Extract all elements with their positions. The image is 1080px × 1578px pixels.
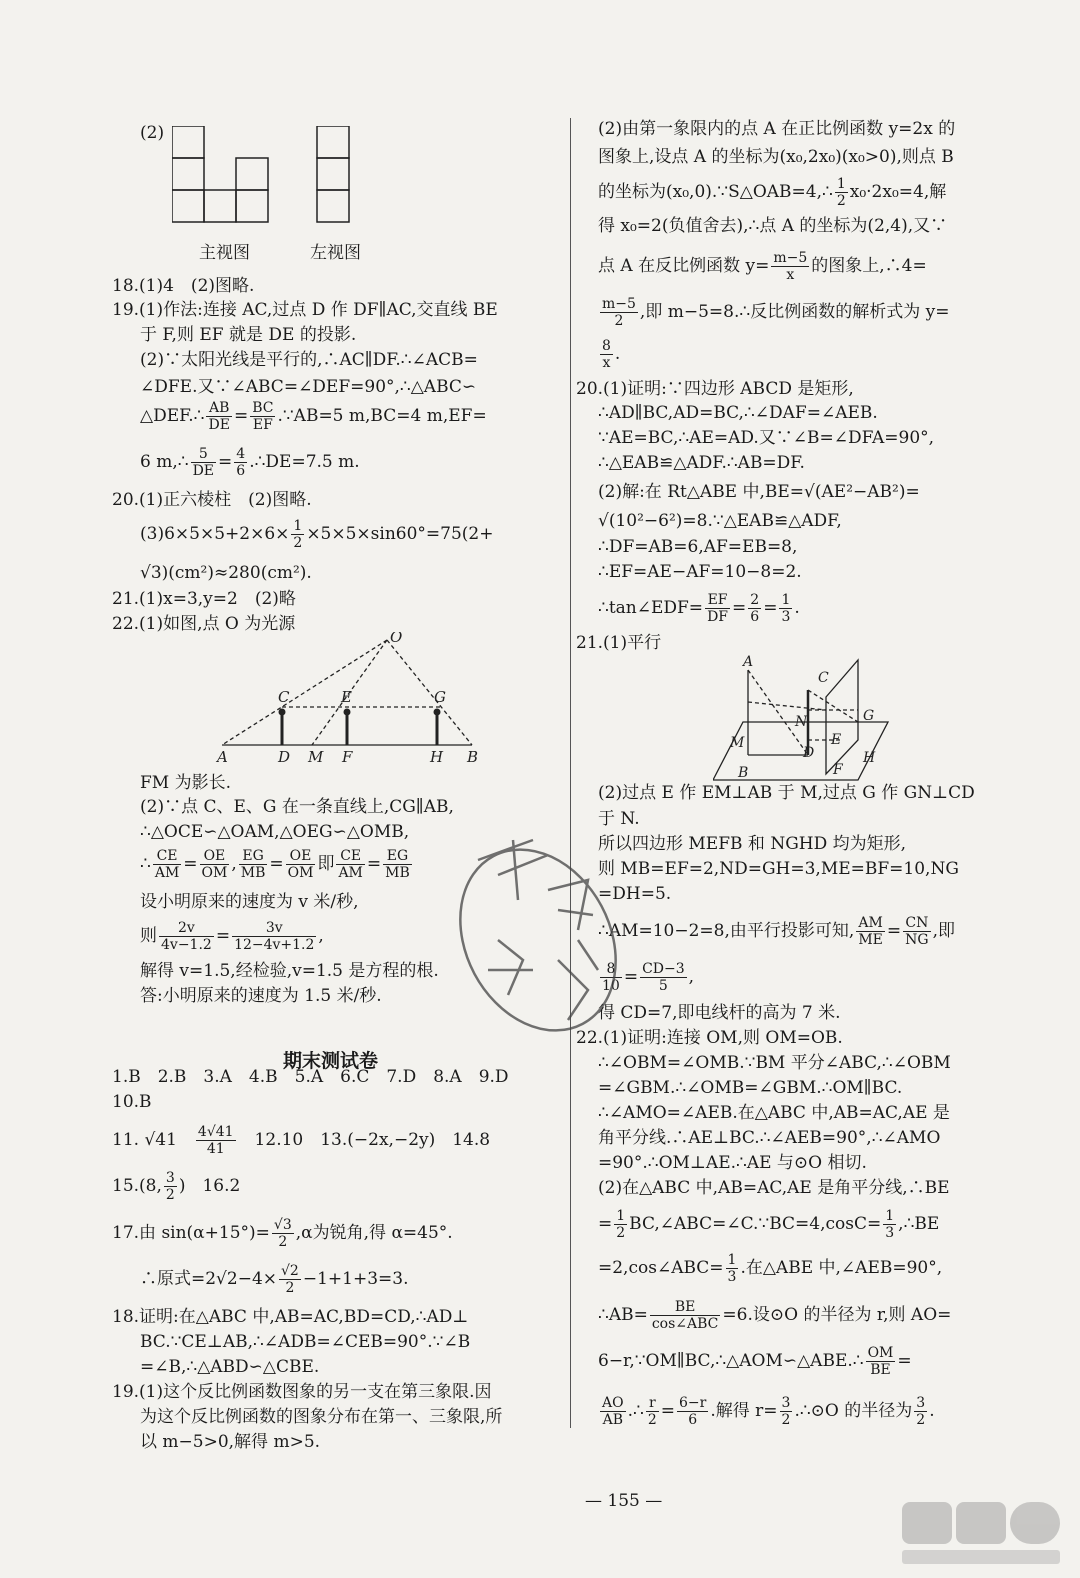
fig21-label-D: D xyxy=(803,745,815,761)
fraction: $\frac{BE}{\text{cos∠ABC}}$ xyxy=(651,1299,719,1332)
fraction: $\frac{2v}{4v-1.2}$ xyxy=(161,920,212,953)
fraction: $\frac{CD-3}{5}$ xyxy=(642,961,685,994)
front-view-caption: 主视图 xyxy=(199,243,250,263)
r-line4: 得 x₀=2(负值舍去),∴点 A 的坐标为(2,4),又∵ xyxy=(598,216,948,236)
side-view-caption: 左视图 xyxy=(310,243,361,263)
fraction: $\frac{√3}{2}$ xyxy=(273,1217,292,1250)
r-line3: 的坐标为(x₀,0).∵S△OAB=4,∴ $\frac{1}{2}$ x₀·2x₀=4,解 xyxy=(598,176,947,209)
fraction: $\frac{m-5}{2}$ xyxy=(602,296,636,329)
r-answer-21-line3: 于 N. xyxy=(598,809,640,829)
fraction: $\frac{3v}{12-4v+1.2}$ xyxy=(234,920,315,953)
fig22-label-O: O xyxy=(390,632,403,646)
fig22-label-E: E xyxy=(341,688,352,706)
fraction: $\frac{3}{2}$ xyxy=(781,1395,791,1428)
fig21-label-C: C xyxy=(818,670,829,686)
answer-22-line8: 解得 v=1.5,经检验,v=1.5 是方程的根. xyxy=(140,961,439,981)
fraction: $\frac{3}{2}$ xyxy=(916,1395,926,1428)
final-19-line3: 以 m−5>0,解得 m>5. xyxy=(140,1432,321,1452)
answer-19-line5: △DEF.∴ $\frac{AB}{DE}$ = $\frac{BC}{EF}$ .∵AB=5 m,BC=4 m,EF= xyxy=(140,400,487,433)
fig21-label-A: A xyxy=(743,654,754,670)
fig22-label-M: M xyxy=(308,748,324,766)
fraction: $\frac{CE}{AM}$ xyxy=(338,848,363,881)
fraction: $\frac{√2}{2}$ xyxy=(281,1263,299,1296)
r-answer-20-line8: ∴EF=AE−AF=10−8=2. xyxy=(598,562,802,582)
r-answer-22-line10: ∴AB= $\frac{BE}{\text{cos∠ABC}}$ =6.设⊙O 的半径为 r,则 AO= xyxy=(598,1299,952,1332)
fig21-label-H: H xyxy=(863,750,876,766)
fraction: $\frac{1}{2}$ xyxy=(616,1208,626,1241)
r-answer-21-line2: (2)过点 E 作 EM⊥AB 于 M,过点 G 作 GN⊥CD xyxy=(598,783,975,803)
fraction: $\frac{CN}{NG}$ xyxy=(905,915,929,948)
answer-22-line2: FM 为影长. xyxy=(140,773,232,793)
fraction: $\frac{EF}{DF}$ xyxy=(707,592,729,625)
answer-22-line6: 设小明原来的速度为 v 米/秒, xyxy=(140,892,359,912)
fig22-label-D: D xyxy=(278,748,291,766)
r-line2: 图象上,设点 A 的坐标为(x₀,2x₀)(x₀>0),则点 B xyxy=(598,147,954,167)
mc-answers-line1: 1.B 2.B 3.A 4.B 5.A 6.C 7.D 8.A 9.D xyxy=(112,1067,509,1087)
final-18-line3: =∠B,∴△ABD∽△CBE. xyxy=(140,1357,320,1377)
fraction: $\frac{OE}{OM}$ xyxy=(287,848,314,881)
fraction: $\frac{4√41}{41}$ xyxy=(197,1124,234,1157)
r-answer-22-line8: = $\frac{1}{2}$ BC,∠ABC=∠C.∵BC=4,cosC= $\frac{1}{3}$ ,∴BE xyxy=(598,1208,940,1241)
r-answer-20-line2: ∴AD∥BC,AD=BC,∴∠DAF=∠AEB. xyxy=(598,403,878,423)
fig22-label-C: C xyxy=(278,688,290,706)
handwritten-stamp xyxy=(438,820,628,1050)
answer-19-line4: ∠DFE.又∵∠ABC=∠DEF=90°,∴△ABC∽ xyxy=(140,377,477,397)
answer-22-line3: (2)∵点 C、E、G 在一条直线上,CG∥AB, xyxy=(140,797,454,817)
light-source-figure xyxy=(212,632,482,767)
answer-19-line6: 6 m,∴ $\frac{5}{DE}$ = $\frac{4}{6}$ .∴DE=7.5 m. xyxy=(140,446,360,479)
fig21-label-E: E xyxy=(831,732,842,748)
r-answer-22-line1: 22.(1)证明:连接 OM,则 OM=OB. xyxy=(576,1028,843,1048)
fig21-label-G: G xyxy=(863,708,875,724)
r-answer-20-line3: ∵AE=BC,∴AE=AD.又∵∠B=∠DFA=90°, xyxy=(598,428,935,448)
fig22-label-G: G xyxy=(434,688,446,706)
fraction: $\frac{6-r}{6}$ xyxy=(679,1395,707,1428)
r-line1: (2)由第一象限内的点 A 在正比例函数 y=2x 的 xyxy=(598,119,956,139)
final-exam-heading: 期末测试卷 xyxy=(283,1050,379,1072)
fig21-label-B: B xyxy=(738,765,749,781)
answer-22-line5: ∴ $\frac{CE}{AM}$ = $\frac{OE}{OM}$ , $\frac{EG}{MB}$ = $\frac{OE}{OM}$ 即 $\frac{CE}{AM}$ = $\frac{EG}{MB}$ xyxy=(140,848,410,881)
fraction: $\frac{r}{2}$ xyxy=(647,1395,657,1428)
fraction: $\frac{4}{6}$ xyxy=(236,446,246,479)
r-answer-22-line3: =∠GBM.∴∠OMB=∠GBM.∴OM∥BC. xyxy=(598,1078,903,1098)
fraction: $\frac{1}{3}$ xyxy=(727,1252,737,1285)
r-answer-21-line6: =DH=5. xyxy=(598,884,672,904)
r-answer-22-line5: 角平分线.∴AE⊥BC.∴∠AEB=90°,∴∠AMO xyxy=(598,1128,941,1148)
fraction: $\frac{BC}{EF}$ xyxy=(252,400,274,433)
r-answer-21-line1: 21.(1)平行 xyxy=(576,633,662,653)
answer-22-line4: ∴△OCE∽△OAM,△OEG∽△OMB, xyxy=(140,822,410,842)
answer-19-line1: 19.(1)作法:连接 AC,过点 D 作 DF∥AC,交直线 BE xyxy=(112,300,498,320)
final-18-line1: 18.证明:在△ABC 中,AB=AC,BD=CD,∴AD⊥ xyxy=(112,1307,469,1327)
fig21-label-N: N xyxy=(795,714,808,730)
fraction: $\frac{5}{DE}$ xyxy=(192,446,215,479)
r-answer-20-line6: √(10²−6²)=8.∵△EAB≌△ADF, xyxy=(598,511,842,531)
fraction: $\frac{1}{3}$ xyxy=(781,592,791,625)
q17-part2-label: (2) xyxy=(140,123,165,143)
r-answer-20-line1: 20.(1)证明:∵四边形 ABCD 是矩形, xyxy=(576,379,854,399)
fig22-label-A: A xyxy=(217,748,228,766)
answer-20-line3: √3)(cm²)≈280(cm²). xyxy=(140,563,312,583)
fraction: $\frac{1}{2}$ xyxy=(836,176,846,209)
answer-21: 21.(1)x=3,y=2 (2)略 xyxy=(112,589,296,609)
r-answer-22-line12: $\frac{AO}{AB}$ .∴ $\frac{r}{2}$ = $\frac{6-r}{6}$ .解得 r= $\frac{3}{2}$ .∴⊙O 的半径为 $\frac{3}{2}$ . xyxy=(602,1395,935,1428)
answer-19-line2: 于 F,则 EF 就是 DE 的投影. xyxy=(140,325,357,345)
fraction: $\frac{AO}{AB}$ xyxy=(602,1395,624,1428)
answer-17-line2: ∴原式=2√2−4× $\frac{√2}{2}$ −1+1+3=3. xyxy=(140,1263,409,1296)
fraction: $\frac{EG}{MB}$ xyxy=(385,848,410,881)
r-line6: $\frac{m-5}{2}$ ,即 m−5=8.∴反比例函数的解析式为 y= xyxy=(602,296,950,329)
page-number: — 155 — xyxy=(585,1491,662,1511)
fraction: $\frac{2}{6}$ xyxy=(750,592,760,625)
fraction: $\frac{EG}{MB}$ xyxy=(240,848,266,881)
r-answer-21-line4: 所以四边形 MEFB 和 NGHD 均为矩形, xyxy=(598,834,907,854)
fraction: $\frac{8}{x}$ xyxy=(602,338,611,371)
r-answer-21-line7: ∴AM=10−2=8,由平行投影可知, $\frac{AM}{ME}$ = $\frac{CN}{NG}$ ,即 xyxy=(598,915,955,948)
watermark-logo xyxy=(898,1498,1063,1568)
fraction: $\frac{8}{10}$ xyxy=(602,961,620,994)
column-divider xyxy=(570,118,571,1428)
answer-22-line9: 答:小明原来的速度为 1.5 米/秒. xyxy=(140,986,382,1006)
answer-18: 18.(1)4 (2)图略. xyxy=(112,276,255,296)
r-answer-20-line4: ∴△EAB≌△ADF.∴AB=DF. xyxy=(598,453,805,473)
final-19-line1: 19.(1)这个反比例函数图象的另一支在第三象限.因 xyxy=(112,1382,492,1402)
r-answer-21-line8: $\frac{8}{10}$ = $\frac{CD-3}{5}$ , xyxy=(602,961,695,994)
fraction: $\frac{AM}{ME}$ xyxy=(858,915,883,948)
r-line5: 点 A 在反比例函数 y= $\frac{m-5}{x}$ 的图象上,∴4= xyxy=(598,250,927,283)
answer-15-16: 15.(8, $\frac{3}{2}$ ) 16.2 xyxy=(112,1170,241,1203)
answer-19-line3: (2)∵太阳光线是平行的,∴AC∥DF.∴∠ACB= xyxy=(140,350,478,370)
r-answer-20-line7: ∴DF=AB=6,AF=EB=8, xyxy=(598,537,798,557)
fig22-label-B: B xyxy=(467,748,479,766)
final-18-line2: BC.∵CE⊥AB,∴∠ADB=∠CEB=90°.∵∠B xyxy=(140,1332,471,1352)
answer-20-line1: 20.(1)正六棱柱 (2)图略. xyxy=(112,490,312,510)
fraction: $\frac{CE}{AM}$ xyxy=(154,848,180,881)
fraction: $\frac{OM}{BE}$ xyxy=(867,1345,894,1378)
fig21-label-M: M xyxy=(730,735,745,751)
r-line7: $\frac{8}{x}$ . xyxy=(602,338,621,371)
parallel-projection-figure xyxy=(713,652,913,782)
answer-17-line1: 17.由 sin(α+15°)= $\frac{√3}{2}$ ,α为锐角,得 α=45°. xyxy=(112,1217,453,1250)
fraction: $\frac{1}{2}$ xyxy=(293,518,303,551)
fraction: $\frac{AB}{DE}$ xyxy=(208,400,230,433)
fig22-label-F: F xyxy=(342,748,353,766)
answer-22-line1: 22.(1)如图,点 O 为光源 xyxy=(112,614,296,634)
fraction: $\frac{3}{2}$ xyxy=(165,1170,175,1203)
fraction: $\frac{m-5}{x}$ xyxy=(773,250,808,283)
fraction: $\frac{1}{3}$ xyxy=(885,1208,895,1241)
r-answer-20-line9: ∴tan∠EDF= $\frac{EF}{DF}$ = $\frac{2}{6}$ = $\frac{1}{3}$ . xyxy=(598,592,800,625)
answer-20-line2: (3)6×5×5+2×6× $\frac{1}{2}$ ×5×5×sin60°=75(2+ xyxy=(140,518,494,551)
three-view-figure xyxy=(172,126,392,226)
fig21-label-F: F xyxy=(833,762,843,778)
r-answer-22-line2: ∴∠OBM=∠OMB.∵BM 平分∠ABC,∴∠OBM xyxy=(598,1053,951,1073)
r-answer-22-line9: =2,cos∠ABC= $\frac{1}{3}$ .在△ABE 中,∠AEB=90°, xyxy=(598,1252,943,1285)
r-answer-21-line5: 则 MB=EF=2,ND=GH=3,ME=BF=10,NG xyxy=(598,859,959,879)
r-answer-20-line5: (2)解:在 Rt△ABE 中,BE=√(AE²−AB²)= xyxy=(598,482,920,502)
fig22-label-H: H xyxy=(430,748,444,766)
final-19-line2: 为这个反比例函数的图象分布在第一、三象限,所 xyxy=(140,1407,503,1427)
mc-answers-line2: 10.B xyxy=(112,1092,152,1112)
answer-11-16: 11. √41 $\frac{4√41}{41}$ 12.10 13.(−2x,−2y) 14.8 xyxy=(112,1124,491,1157)
r-answer-22-line7: (2)在△ABC 中,AB=AC,AE 是角平分线,∴BE xyxy=(598,1178,950,1198)
r-answer-22-line4: ∴∠AMO=∠AEB.在△ABC 中,AB=AC,AE 是 xyxy=(598,1103,950,1123)
answer-22-line7: 则 $\frac{2v}{4v-1.2}$ = $\frac{3v}{12-4v+1.2}$ , xyxy=(140,920,324,953)
fraction: $\frac{OE}{OM}$ xyxy=(201,848,228,881)
r-answer-22-line6: =90°.∴OM⊥AE.∴AE 与⊙O 相切. xyxy=(598,1153,867,1173)
r-answer-22-line11: 6−r,∵OM∥BC,∴△AOM∽△ABE.∴ $\frac{OM}{BE}$ = xyxy=(598,1345,912,1378)
r-answer-21-line9: 得 CD=7,即电线杆的高为 7 米. xyxy=(598,1003,841,1023)
